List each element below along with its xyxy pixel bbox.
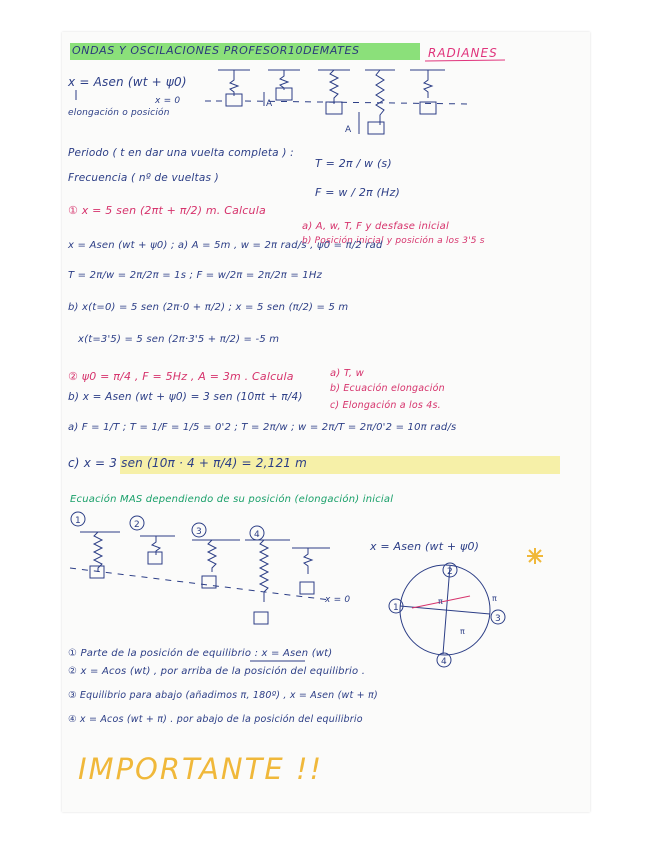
problem2-ask-c: c) Elongación a los 4s.	[330, 400, 441, 411]
important-note: IMPORTANTE !!	[78, 752, 324, 786]
intro-a-label: A	[266, 99, 273, 109]
period-text: Periodo ( t en dar una vuelta completa ) :	[68, 147, 294, 159]
star-icon	[527, 548, 543, 564]
mas-equation: x = Asen (wt + ψ0)	[370, 540, 480, 553]
pi-label-2: π	[492, 594, 497, 603]
problem1-line1: x = Asen (wt + ψ0) ; a) A = 5m , w = 2π rad/s , ψ0 = π/2 rad	[68, 240, 383, 251]
problem1-statement: ① x = 5 sen (2πt + π/2) m. Calcula	[68, 204, 266, 217]
problem2-line-a: a) F = 1/T ; T = 1/F = 1/5 = 0'2 ; T = 2π/w ; w = 2π/T = 2π/0'2 = 10π rad/s	[68, 422, 457, 433]
subtitle-underline	[425, 60, 505, 61]
circle-label-4: 4	[441, 657, 447, 667]
problem1-line3: b) x(t=0) = 5 sen (2π·0 + π/2) ; x = 5 sen (π/2) = 5 m	[68, 302, 349, 313]
problem2-statement: ② ψ0 = π/4 , F = 5Hz , A = 3m . Calcula	[68, 370, 294, 383]
circle-label-1: 1	[393, 603, 399, 613]
mas-case3: ③ Equilibrio para abajo (añadimos π, 180º) , x = Asen (wt + π)	[68, 690, 378, 701]
circle-label-3: 3	[495, 614, 501, 624]
problem1-ask-a: a) A, w, T, F y desfase inicial	[302, 221, 449, 232]
mas-spring-diagrams	[70, 532, 330, 624]
freq-text: Frecuencia ( nº de vueltas )	[68, 172, 219, 184]
diagram-number-4: 4	[254, 530, 260, 540]
intro-elongation: elongación o posición	[68, 108, 170, 118]
pi-label-3: π	[460, 627, 465, 636]
intro-equation: x = Asen (wt + ψ0)	[68, 75, 187, 89]
problem1-line4: x(t=3'5) = 5 sen (2π·3'5 + π/2) = -5 m	[78, 334, 280, 345]
intro-spring-diagrams	[205, 70, 470, 134]
diagram-number-2: 2	[134, 520, 140, 530]
page-subtitle: RADIANES	[428, 46, 498, 60]
problem2-line-c: c) x = 3 sen (10π · 4 + π/4) = 2,121 m	[68, 456, 308, 470]
diagram-number-3: 3	[196, 527, 202, 537]
mas-heading: Ecuación MAS dependiendo de su posición (elongación) inicial	[70, 494, 394, 505]
mas-case2: ② x = Acos (wt) , por arriba de la posición del equilibrio .	[68, 666, 366, 677]
intro-x0-label: x = 0	[155, 96, 181, 106]
problem2-line-b: b) x = Asen (wt + ψ0) = 3 sen (10πt + π/4)	[68, 391, 303, 403]
unit-circle	[400, 565, 490, 655]
problem2-ask-b: b) Ecuación elongación	[330, 383, 445, 394]
mas-x0-label: x = 0	[325, 595, 351, 605]
pi-label-1: π	[438, 597, 443, 606]
circle-label-2: 2	[447, 567, 453, 577]
problem2-ask-a: a) T, w	[330, 368, 365, 379]
mas-case4: ④ x = Acos (wt + π) . por abajo de la posición del equilibrio	[68, 714, 363, 725]
intro-a-label-2: A	[345, 125, 352, 135]
period-formula: T = 2π / w (s)	[315, 157, 392, 170]
page-title: ONDAS Y OSCILACIONES PROFESOR10DEMATES	[72, 44, 360, 57]
freq-formula: F = w / 2π (Hz)	[315, 186, 400, 199]
mas-case1: ① Parte de la posición de equilibrio : x = Asen (wt)	[68, 648, 333, 659]
problem1-line2: T = 2π/w = 2π/2π = 1s ; F = w/2π = 2π/2π = 1Hz	[68, 270, 323, 281]
problem1-ask-b: b) Posición inicial y posición a los 3'5 s	[302, 236, 485, 246]
diagram-number-1: 1	[75, 516, 81, 526]
